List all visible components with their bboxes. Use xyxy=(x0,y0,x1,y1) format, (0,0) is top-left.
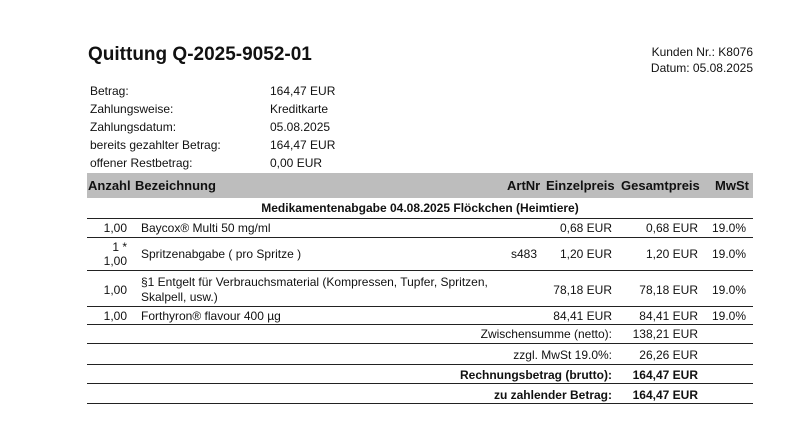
row-qty: 1,00 xyxy=(103,221,127,235)
row-qty: 1,00 xyxy=(103,309,127,323)
section-title: Medikamentenabgabe 04.08.2025 Flöckchen (Heimtiere) xyxy=(261,201,579,215)
row-vat: 19.0% xyxy=(712,247,747,261)
vat-value: 26,26 EUR xyxy=(639,348,698,362)
divider xyxy=(87,324,753,325)
divider xyxy=(87,218,753,219)
summary-label: offener Restbetrag: xyxy=(90,156,193,170)
row-vat: 19.0% xyxy=(712,283,747,297)
row-description: Forthyron® flavour 400 µg xyxy=(141,309,281,323)
divider xyxy=(87,383,753,384)
row-unit-price: 78,18 EUR xyxy=(553,283,612,297)
row-total-price: 78,18 EUR xyxy=(639,283,698,297)
row-unit-price: 1,20 EUR xyxy=(559,247,612,261)
row-description-line1: §1 Entgelt für Verbrauchsmaterial (Kompressen, Tupfer, Spritzen, xyxy=(141,275,488,289)
summary-label: Betrag: xyxy=(90,84,129,98)
col-header-total-price: Gesamtpreis xyxy=(621,178,700,193)
divider xyxy=(87,364,753,365)
row-vat: 19.0% xyxy=(712,221,747,235)
vat-label: zzgl. MwSt 19.0%: xyxy=(513,348,612,362)
subtotal-value: 138,21 EUR xyxy=(632,327,698,341)
gross-total-label: Rechnungsbetrag (brutto): xyxy=(460,368,612,382)
table-header xyxy=(87,173,753,198)
col-header-artnr: ArtNr xyxy=(507,178,541,193)
row-unit-price: 0,68 EUR xyxy=(559,221,612,235)
summary-label: bereits gezahlter Betrag: xyxy=(90,138,221,152)
col-header-vat: MwSt xyxy=(715,178,749,193)
divider xyxy=(87,343,753,344)
summary-label: Zahlungsweise: xyxy=(90,102,174,116)
summary-label: Zahlungsdatum: xyxy=(90,120,177,134)
divider xyxy=(87,270,753,271)
summary-value: Kreditkarte xyxy=(270,102,329,116)
row-artnr: s483 xyxy=(511,247,538,261)
summary-value: 164,47 EUR xyxy=(270,138,336,152)
receipt-date: Datum: 05.08.2025 xyxy=(650,61,753,75)
row-description: Spritzenabgabe ( pro Spritze ) xyxy=(141,247,302,261)
row-qty-multiplier: 1 * xyxy=(112,240,127,254)
row-total-price: 84,41 EUR xyxy=(639,309,698,323)
summary-value: 05.08.2025 xyxy=(270,120,331,134)
divider xyxy=(87,237,753,238)
amount-due-label: zu zahlender Betrag: xyxy=(493,388,612,402)
col-header-qty: Anzahl xyxy=(88,178,131,193)
row-description-line2: Skalpell, usw.) xyxy=(141,290,218,304)
divider xyxy=(87,306,753,307)
row-unit-price: 84,41 EUR xyxy=(553,309,612,323)
receipt-title: Quittung Q-2025-9052-01 xyxy=(88,44,312,65)
col-header-description: Bezeichnung xyxy=(135,178,216,193)
summary-value: 0,00 EUR xyxy=(270,156,323,170)
row-qty: 1,00 xyxy=(103,254,127,268)
summary-value: 164,47 EUR xyxy=(270,84,336,98)
row-qty: 1,00 xyxy=(103,283,127,297)
subtotal-label: Zwischensumme (netto): xyxy=(480,327,612,341)
row-total-price: 1,20 EUR xyxy=(645,247,698,261)
gross-total-value: 164,47 EUR xyxy=(632,368,698,382)
customer-number: Kunden Nr.: K8076 xyxy=(651,45,753,59)
row-total-price: 0,68 EUR xyxy=(645,221,698,235)
amount-due-value: 164,47 EUR xyxy=(632,388,698,402)
row-description: Baycox® Multi 50 mg/ml xyxy=(141,221,271,235)
row-vat: 19.0% xyxy=(712,309,747,323)
col-header-unit-price: Einzelpreis xyxy=(546,178,615,193)
divider xyxy=(87,403,753,404)
